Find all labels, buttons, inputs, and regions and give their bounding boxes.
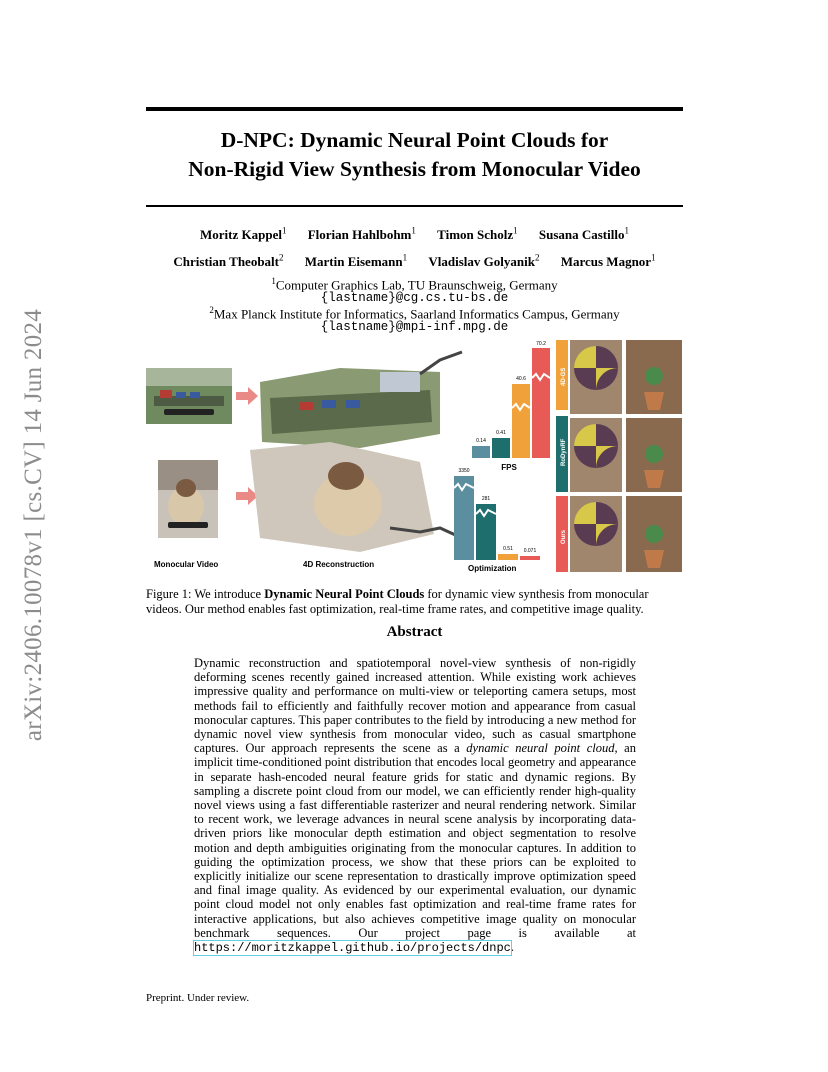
fps-value-dynibar: 0.14 xyxy=(476,438,486,444)
project-page-link[interactable]: https://moritzkappel.github.io/projects/dnpc xyxy=(194,941,511,956)
author: Timon Scholz$^1$ xyxy=(437,226,518,243)
fps-value-rodynrf: 0.41 xyxy=(496,430,506,436)
optimization-chart xyxy=(454,468,540,560)
arxiv-stamp: arXiv:2406.10078v1 [cs.CV] 14 Jun 2024 xyxy=(20,308,47,742)
abstract-heading: Abstract xyxy=(386,624,443,640)
fps-value-ours: 70.2 xyxy=(536,341,546,347)
monocular-video-cat xyxy=(158,460,218,538)
opt-value-dynibar: 3350 xyxy=(458,468,470,474)
method-label-strips xyxy=(556,340,568,572)
fps-value-4dgs: 40.6 xyxy=(516,376,526,382)
fps-bar-rodynrf xyxy=(492,438,510,458)
abstract-body: Dynamic reconstruction and spatiotemporal novel-view synthesis of non-rigidly deforming scenes recently gained increased attention. While existing work achieves impressive quality and performance on multi-view or teleporting camera setups, most methods fail to efficiently and faithfully recover motion and appearance from casual monocular captures. This paper contributes to the field by introducing a new method for dynamic novel view synthesis from monocular video, such as casual smartphone captures. Our approach represents the scene as a dynamic neural point cloud, an implicit time-conditioned point distribution that encodes local geometry and appearance in separate hash-encoded neural feature grids for static and dynamic regions. By sampling a discrete point cloud from our model, we can efficiently render high-quality novel views using a fast differentiable rasterizer and neural rendering network. Similar to recent work, we leverage advances in neural scene analysis by incorporating data-driven priors like monocular depth estimation and object segmentation to resolve motion and depth ambiguities originating from the monocular captures. In addition to guiding the optimization process, we show that these priors can be exploited to explicitly initialize our scene representation to drastically improve optimization speed and final image quality. As evidenced by our experimental evaluation, our dynamic point cloud model not only enables fast optimization and real-time frame rates for interactive applications, but also achieves competitive image quality on monocular benchmark sequences. Our project page is available at https://moritzkappel.github.io/projects/dnpc. xyxy=(194,656,636,956)
paper-title-line1: D-NPC: Dynamic Neural Point Clouds for xyxy=(220,128,609,152)
umbrella-renders xyxy=(570,340,622,572)
author-row-2 xyxy=(146,253,683,270)
reconstruction-cat xyxy=(250,442,462,552)
affiliation-1: $^1$Computer Graphics Lab, TU Braunschweig, Germany xyxy=(271,276,558,293)
affiliation-2-email: {lastname}@mpi-inf.mpg.de xyxy=(320,320,509,334)
method-label-rodynrf: RoDynRF xyxy=(561,438,567,466)
affiliation-1-email: {lastname}@cg.cs.tu-bs.de xyxy=(320,291,509,305)
method-label-4dgs: 4D-GS xyxy=(561,367,567,386)
author: Christian Theobalt$^2$ xyxy=(173,253,284,270)
label-4d-reconstruction: 4D Reconstruction xyxy=(303,560,375,569)
author: Susana Castillo$^1$ xyxy=(538,226,629,243)
author: Vladislav Golyanik$^2$ xyxy=(428,253,540,270)
teaser-figure xyxy=(140,338,688,574)
opt-bar-4dgs xyxy=(498,554,518,560)
reconstruction-train xyxy=(260,352,462,448)
author: Martin Eisemann$^1$ xyxy=(304,253,408,270)
fps-bar-dynibar xyxy=(472,446,490,458)
opt-value-ours: 0.071 xyxy=(523,548,537,554)
monocular-video-train xyxy=(146,368,232,424)
top-rule xyxy=(146,107,683,111)
fps-bar-4dgs xyxy=(512,384,530,458)
opt-value-rodynrf: 281 xyxy=(481,496,491,502)
opt-bar-ours xyxy=(520,556,540,560)
fps-chart xyxy=(472,341,550,472)
paper-title-line2: Non-Rigid View Synthesis from Monocular Video xyxy=(188,157,641,181)
fps-label: FPS xyxy=(501,463,517,472)
footer-note: Preprint. Under review. xyxy=(146,992,250,1004)
affiliation-2: $^2$Max Planck Institute for Informatics, Saarland Informatics Campus, Germany xyxy=(209,305,620,322)
author: Moritz Kappel$^1$ xyxy=(200,226,287,243)
figure-caption: Figure 1: We introduce Dynamic Neural Point Clouds for dynamic view synthesis from monocular videos. Our method enables fast optimization, real-time frame rates, and competitive image quality. xyxy=(146,587,649,616)
author-row-1 xyxy=(146,226,683,243)
title-rule xyxy=(146,205,683,207)
method-label-ours: Ours xyxy=(561,529,567,544)
plant-renders xyxy=(626,340,682,572)
author: Marcus Magnor$^1$ xyxy=(560,253,656,270)
label-optimization: Optimization xyxy=(468,564,517,573)
fps-bar-ours xyxy=(532,348,550,458)
opt-value-4dgs: 0.51 xyxy=(503,546,513,552)
author: Florian Hahlbohm$^1$ xyxy=(307,226,416,243)
label-monocular-video: Monocular Video xyxy=(154,560,219,569)
